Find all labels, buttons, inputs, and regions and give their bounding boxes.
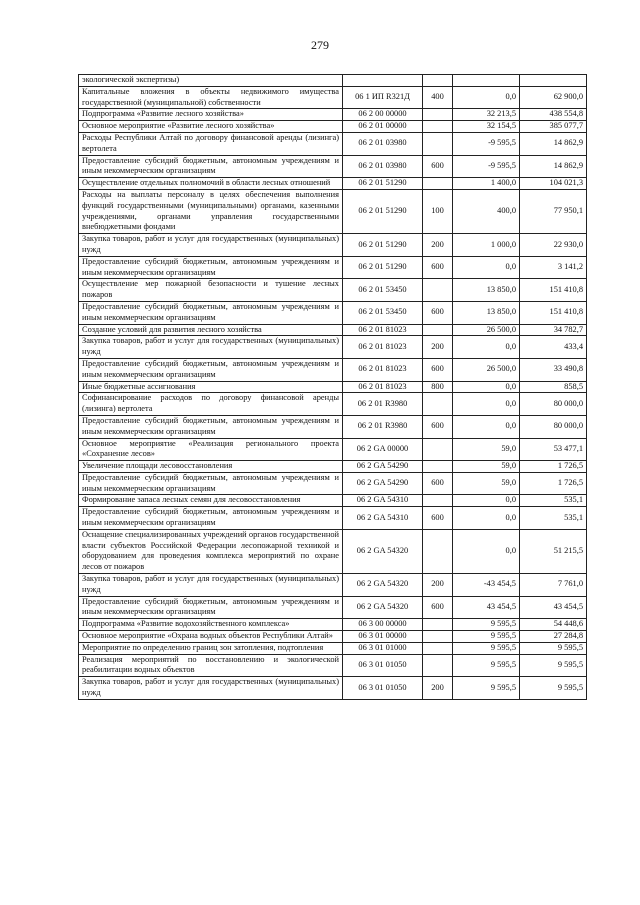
target-article-code-cell: 06 3 00 00000 (343, 619, 423, 631)
table-row (79, 507, 587, 530)
row-name-cell: Осуществление отдельных полномочий в области лесных отношений (79, 178, 343, 190)
expense-type-cell: 200 (423, 336, 453, 359)
change-amount-cell: 13 850,0 (453, 301, 520, 324)
total-amount-cell: 535,1 (520, 507, 587, 530)
table-row (79, 631, 587, 643)
expense-type-cell: 600 (423, 358, 453, 381)
row-name-cell: Софинансирование расходов по договору финансовой аренды (лизинга) вертолета (79, 393, 343, 416)
expense-type-cell: 200 (423, 574, 453, 597)
target-article-code-cell: 06 3 01 01050 (343, 677, 423, 700)
target-article-code-cell: 06 2 GA 54290 (343, 472, 423, 495)
row-name-cell: Предоставление субсидий бюджетным, автономным учреждениям и иным некоммерческим организациям (79, 301, 343, 324)
table-row (79, 529, 587, 573)
row-name-cell: Основное мероприятие «Реализация регионального проекта «Сохранение лесов» (79, 438, 343, 461)
target-article-code-cell: 06 2 00 00000 (343, 109, 423, 121)
row-name-cell: Закупка товаров, работ и услуг для государственных (муниципальных) нужд (79, 234, 343, 257)
change-amount-cell: 0,0 (453, 336, 520, 359)
change-amount-cell: -9 595,5 (453, 155, 520, 178)
expense-type-cell (423, 75, 453, 87)
total-amount-cell: 77 950,1 (520, 189, 587, 233)
target-article-code-cell: 06 2 GA 00000 (343, 438, 423, 461)
table-row (79, 677, 587, 700)
expense-type-cell: 600 (423, 472, 453, 495)
expense-type-cell (423, 631, 453, 643)
table-row (79, 438, 587, 461)
row-name-cell: Предоставление субсидий бюджетным, автономным учреждениям и иным некоммерческим организациям (79, 256, 343, 279)
total-amount-cell: 51 215,5 (520, 529, 587, 573)
total-amount-cell: 104 021,3 (520, 178, 587, 190)
table-row (79, 642, 587, 654)
target-article-code-cell: 06 2 01 51290 (343, 234, 423, 257)
table-row (79, 155, 587, 178)
total-amount-cell: 43 454,5 (520, 596, 587, 619)
total-amount-cell: 80 000,0 (520, 393, 587, 416)
row-name-cell: Иные бюджетные ассигнования (79, 381, 343, 393)
row-name-cell: Основное мероприятие «Развитие лесного хозяйства» (79, 121, 343, 133)
change-amount-cell: -43 454,5 (453, 574, 520, 597)
expense-type-cell (423, 654, 453, 677)
expense-type-cell: 600 (423, 415, 453, 438)
row-name-cell: Предоставление субсидий бюджетным, автономным учреждениям и иным некоммерческим организациям (79, 358, 343, 381)
row-name-cell: Закупка товаров, работ и услуг для государственных (муниципальных) нужд (79, 336, 343, 359)
table-row (79, 132, 587, 155)
table-row (79, 472, 587, 495)
total-amount-cell: 9 595,5 (520, 677, 587, 700)
change-amount-cell: 9 595,5 (453, 631, 520, 643)
change-amount-cell: 32 154,5 (453, 121, 520, 133)
row-name-cell: Реализация мероприятий по восстановлению и экологической реабилитации водных объектов (79, 654, 343, 677)
row-name-cell: Предоставление субсидий бюджетным, автономным учреждениям и иным некоммерческим организациям (79, 507, 343, 530)
table-row (79, 358, 587, 381)
table-row (79, 574, 587, 597)
total-amount-cell: 858,5 (520, 381, 587, 393)
target-article-code-cell: 06 2 01 51290 (343, 256, 423, 279)
target-article-code-cell: 06 3 01 00000 (343, 631, 423, 643)
table-row (79, 336, 587, 359)
total-amount-cell: 14 862,9 (520, 132, 587, 155)
target-article-code-cell: 06 2 01 03980 (343, 132, 423, 155)
row-name-cell: Расходы Республики Алтай по договору финансовой аренды (лизинга) вертолета (79, 132, 343, 155)
table-row (79, 86, 587, 109)
table-row (79, 619, 587, 631)
row-name-cell: Предоставление субсидий бюджетным, автономным учреждениям и иным некоммерческим организациям (79, 415, 343, 438)
total-amount-cell: 151 410,8 (520, 279, 587, 302)
total-amount-cell: 14 862,9 (520, 155, 587, 178)
table-row (79, 234, 587, 257)
change-amount-cell: 0,0 (453, 415, 520, 438)
expense-type-cell (423, 279, 453, 302)
change-amount-cell: 59,0 (453, 472, 520, 495)
total-amount-cell: 7 761,0 (520, 574, 587, 597)
expense-type-cell (423, 121, 453, 133)
expense-type-cell: 800 (423, 381, 453, 393)
total-amount-cell: 1 726,5 (520, 461, 587, 473)
row-name-cell: Закупка товаров, работ и услуг для государственных (муниципальных) нужд (79, 677, 343, 700)
change-amount-cell: 0,0 (453, 256, 520, 279)
row-name-cell: Основное мероприятие «Охрана водных объектов Республики Алтай» (79, 631, 343, 643)
row-name-cell: Предоставление субсидий бюджетным, автономным учреждениям и иным некоммерческим организациям (79, 472, 343, 495)
total-amount-cell: 53 477,1 (520, 438, 587, 461)
target-article-code-cell: 06 2 01 53450 (343, 301, 423, 324)
table-row (79, 75, 587, 87)
change-amount-cell: 9 595,5 (453, 654, 520, 677)
change-amount-cell (453, 75, 520, 87)
target-article-code-cell: 06 2 GA 54320 (343, 574, 423, 597)
change-amount-cell: 9 595,5 (453, 677, 520, 700)
table-row (79, 654, 587, 677)
target-article-code-cell: 06 3 01 01000 (343, 642, 423, 654)
target-article-code-cell: 06 2 01 R3980 (343, 415, 423, 438)
expense-type-cell (423, 495, 453, 507)
total-amount-cell: 62 900,0 (520, 86, 587, 109)
row-name-cell: Осуществление мер пожарной безопасности и тушение лесных пожаров (79, 279, 343, 302)
total-amount-cell: 34 782,7 (520, 324, 587, 336)
total-amount-cell (520, 75, 587, 87)
change-amount-cell: 59,0 (453, 438, 520, 461)
total-amount-cell: 80 000,0 (520, 415, 587, 438)
total-amount-cell: 22 930,0 (520, 234, 587, 257)
total-amount-cell: 54 448,6 (520, 619, 587, 631)
change-amount-cell: 0,0 (453, 507, 520, 530)
total-amount-cell: 9 595,5 (520, 642, 587, 654)
target-article-code-cell: 06 2 01 53450 (343, 279, 423, 302)
target-article-code-cell: 06 2 01 81023 (343, 381, 423, 393)
target-article-code-cell: 06 2 GA 54310 (343, 495, 423, 507)
row-name-cell: Подпрограмма «Развитие водохозяйственного комплекса» (79, 619, 343, 631)
change-amount-cell: 0,0 (453, 393, 520, 416)
change-amount-cell: 0,0 (453, 86, 520, 109)
target-article-code-cell: 06 2 01 81023 (343, 336, 423, 359)
expense-type-cell: 200 (423, 234, 453, 257)
change-amount-cell: -9 595,5 (453, 132, 520, 155)
row-name-cell: Предоставление субсидий бюджетным, автономным учреждениям и иным некоммерческим организациям (79, 155, 343, 178)
expense-type-cell: 200 (423, 677, 453, 700)
target-article-code-cell: 06 2 GA 54310 (343, 507, 423, 530)
expense-type-cell (423, 461, 453, 473)
total-amount-cell: 33 490,8 (520, 358, 587, 381)
total-amount-cell: 1 726,5 (520, 472, 587, 495)
total-amount-cell: 3 141,2 (520, 256, 587, 279)
change-amount-cell: 400,0 (453, 189, 520, 233)
expense-type-cell: 600 (423, 256, 453, 279)
total-amount-cell: 433,4 (520, 336, 587, 359)
expense-type-cell (423, 132, 453, 155)
budget-table (78, 74, 587, 700)
total-amount-cell: 535,1 (520, 495, 587, 507)
table-row (79, 415, 587, 438)
table-row (79, 301, 587, 324)
target-article-code-cell (343, 75, 423, 87)
table-row (79, 495, 587, 507)
change-amount-cell: 9 595,5 (453, 642, 520, 654)
expense-type-cell (423, 619, 453, 631)
row-name-cell: Закупка товаров, работ и услуг для государственных (муниципальных) нужд (79, 574, 343, 597)
row-name-cell: Мероприятие по определению границ зон затопления, подтопления (79, 642, 343, 654)
row-name-cell: Создание условий для развития лесного хозяйства (79, 324, 343, 336)
target-article-code-cell: 06 2 GA 54290 (343, 461, 423, 473)
table-row (79, 178, 587, 190)
target-article-code-cell: 06 2 01 00000 (343, 121, 423, 133)
target-article-code-cell: 06 2 01 51290 (343, 178, 423, 190)
expense-type-cell (423, 324, 453, 336)
total-amount-cell: 9 595,5 (520, 654, 587, 677)
row-name-cell: экологической экспертизы) (79, 75, 343, 87)
table-row (79, 109, 587, 121)
target-article-code-cell: 06 3 01 01050 (343, 654, 423, 677)
row-name-cell: Формирование запаса лесных семян для лесовосстановления (79, 495, 343, 507)
budget-table-body (79, 75, 587, 700)
change-amount-cell: 1 400,0 (453, 178, 520, 190)
change-amount-cell: 0,0 (453, 381, 520, 393)
total-amount-cell: 27 284,8 (520, 631, 587, 643)
expense-type-cell: 600 (423, 301, 453, 324)
row-name-cell: Увеличение площади лесовосстановления (79, 461, 343, 473)
target-article-code-cell: 06 2 01 R3980 (343, 393, 423, 416)
expense-type-cell: 600 (423, 155, 453, 178)
table-row (79, 279, 587, 302)
table-row (79, 256, 587, 279)
table-row (79, 324, 587, 336)
total-amount-cell: 151 410,8 (520, 301, 587, 324)
table-row (79, 393, 587, 416)
row-name-cell: Оснащение специализированных учреждений органов государственной власти субъектов Российской Федерации лесопожарной техникой и оборудованием для проведения комплекса мероприятий по охране лесов от пожаров (79, 529, 343, 573)
row-name-cell: Подпрограмма «Развитие лесного хозяйства» (79, 109, 343, 121)
expense-type-cell: 100 (423, 189, 453, 233)
expense-type-cell (423, 529, 453, 573)
target-article-code-cell: 06 2 GA 54320 (343, 529, 423, 573)
row-name-cell: Капитальные вложения в объекты недвижимого имущества государственной (муниципальной) собственности (79, 86, 343, 109)
table-row (79, 381, 587, 393)
change-amount-cell: 1 000,0 (453, 234, 520, 257)
target-article-code-cell: 06 2 01 81023 (343, 358, 423, 381)
expense-type-cell (423, 178, 453, 190)
change-amount-cell: 26 500,0 (453, 358, 520, 381)
expense-type-cell (423, 393, 453, 416)
change-amount-cell: 0,0 (453, 529, 520, 573)
table-row (79, 189, 587, 233)
expense-type-cell: 600 (423, 507, 453, 530)
change-amount-cell: 0,0 (453, 495, 520, 507)
target-article-code-cell: 06 2 GA 54320 (343, 596, 423, 619)
target-article-code-cell: 06 2 01 03980 (343, 155, 423, 178)
total-amount-cell: 438 554,8 (520, 109, 587, 121)
target-article-code-cell: 06 2 01 81023 (343, 324, 423, 336)
change-amount-cell: 32 213,5 (453, 109, 520, 121)
expense-type-cell (423, 438, 453, 461)
row-name-cell: Предоставление субсидий бюджетным, автономным учреждениям и иным некоммерческим организациям (79, 596, 343, 619)
table-row (79, 596, 587, 619)
row-name-cell: Расходы на выплаты персоналу в целях обеспечения выполнения функций государственными (муниципальными) органами, казенными учреждениями, органами управления государственными внебюджетными фондами (79, 189, 343, 233)
expense-type-cell: 600 (423, 596, 453, 619)
expense-type-cell (423, 109, 453, 121)
expense-type-cell (423, 642, 453, 654)
change-amount-cell: 26 500,0 (453, 324, 520, 336)
page-number: 279 (311, 38, 329, 52)
table-row (79, 461, 587, 473)
table-row (79, 121, 587, 133)
change-amount-cell: 59,0 (453, 461, 520, 473)
target-article-code-cell: 06 1 ИП R321Д (343, 86, 423, 109)
expense-type-cell: 400 (423, 86, 453, 109)
target-article-code-cell: 06 2 01 51290 (343, 189, 423, 233)
total-amount-cell: 385 077,7 (520, 121, 587, 133)
change-amount-cell: 13 850,0 (453, 279, 520, 302)
change-amount-cell: 43 454,5 (453, 596, 520, 619)
change-amount-cell: 9 595,5 (453, 619, 520, 631)
